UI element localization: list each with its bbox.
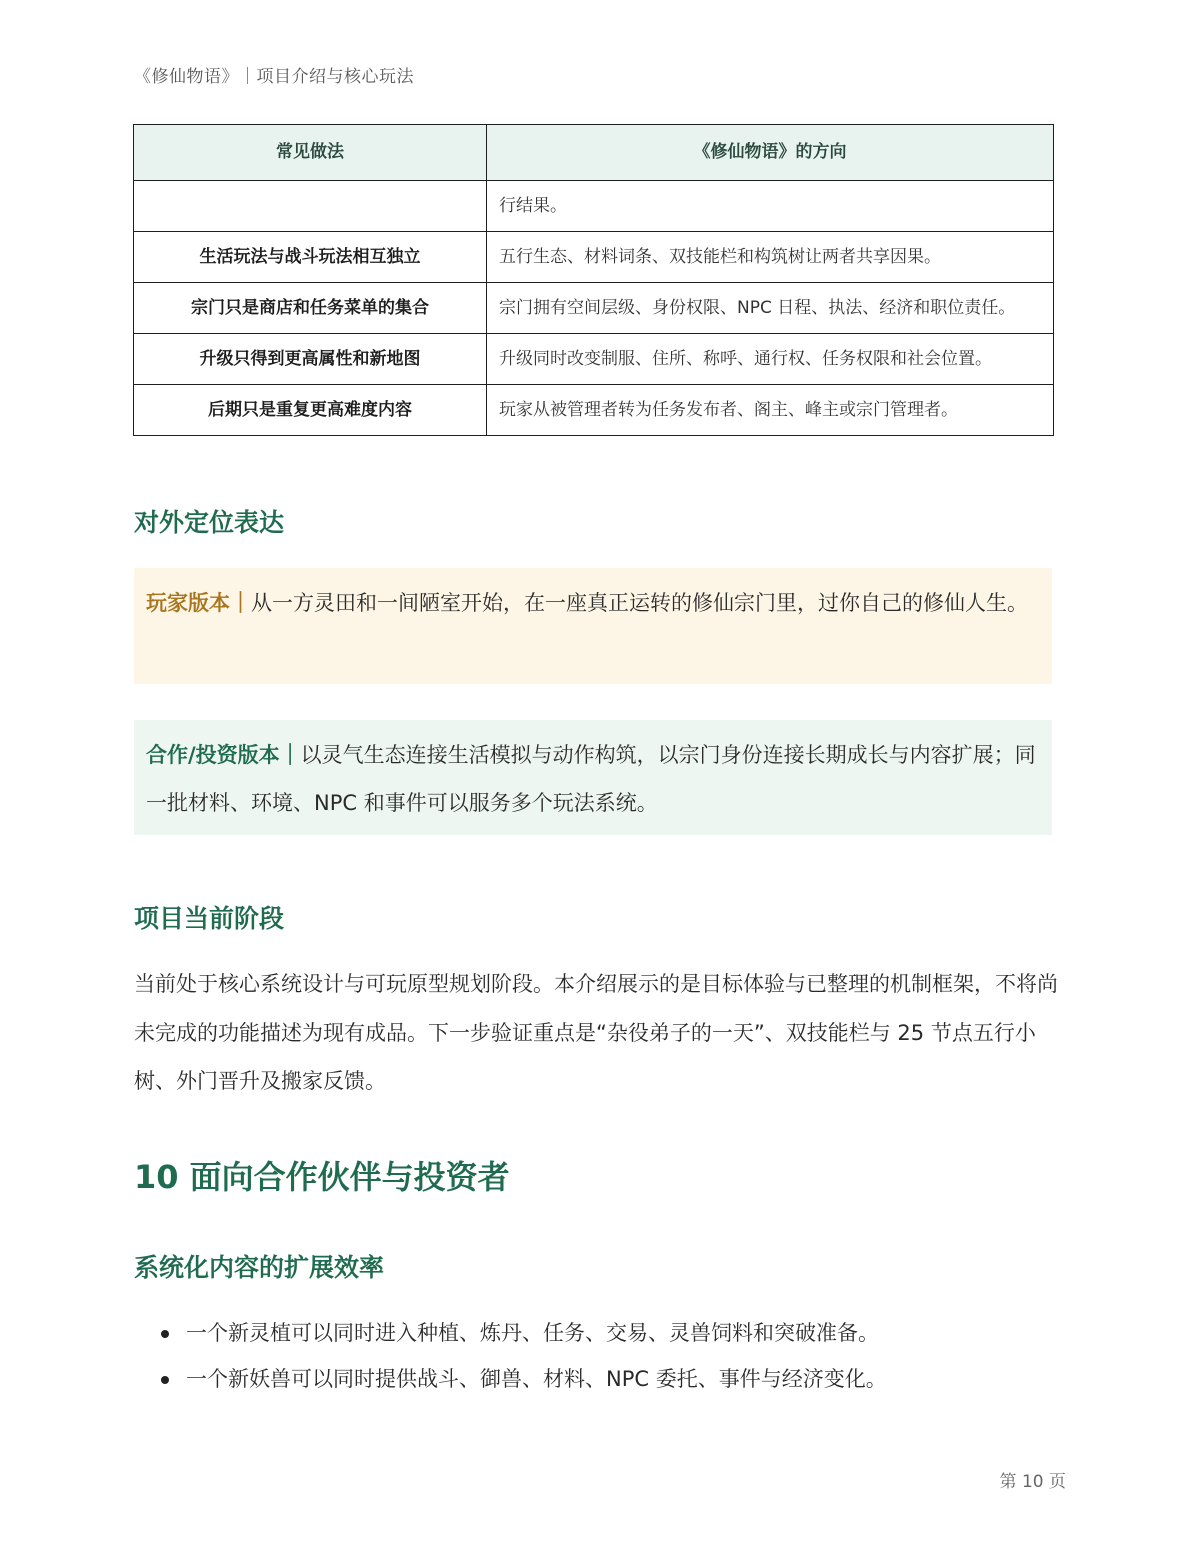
- table-row: [134, 334, 1054, 385]
- player-version-tag: 玩家版本｜: [146, 591, 251, 615]
- partner-version-text: 以灵气生态连接生活模拟与动作构筑，以宗门身份连接长期成长与内容扩展；同一批材料、环境、NPC 和事件可以服务多个玩法系统。: [146, 743, 1036, 815]
- table-cell-direction: 玩家从被管理者转为任务发布者、阁主、峰主或宗门管理者。: [487, 385, 1054, 436]
- column-header-direction: 《修仙物语》的方向: [487, 125, 1054, 181]
- table-cell-common: 升级只得到更高属性和新地图: [134, 334, 487, 385]
- comparison-table: [133, 124, 1054, 436]
- table-cell-common: [134, 181, 487, 232]
- partner-version-callout: [134, 720, 1052, 835]
- table-row: [134, 283, 1054, 334]
- stage-paragraph: 当前处于核心系统设计与可玩原型规划阶段。本介绍展示的是目标体验与已整理的机制框架，不将尚未完成的功能描述为现有成品。下一步验证重点是“杂役弟子的一天”、双技能栏与 25 节点五行小树、外门晋升及搬家反馈。: [134, 972, 1058, 1093]
- expansion-efficiency-heading: 系统化内容的扩展效率: [134, 1253, 385, 1282]
- bullet-dot-icon: [161, 1330, 169, 1338]
- partner-version-tag: 合作/投资版本｜: [146, 743, 301, 767]
- table-row: [134, 385, 1054, 436]
- list-item: [134, 1310, 887, 1356]
- column-header-common: 常见做法: [134, 125, 487, 181]
- list-item: [134, 1356, 887, 1402]
- list-item-text: 一个新妖兽可以同时提供战斗、御兽、材料、NPC 委托、事件与经济变化。: [186, 1367, 887, 1391]
- section-10-heading: 10 面向合作伙伴与投资者: [134, 1158, 510, 1196]
- page-number: 第 10 页: [999, 1472, 1066, 1492]
- table-cell-common: 宗门只是商店和任务菜单的集合: [134, 283, 487, 334]
- table-cell-common: 后期只是重复更高难度内容: [134, 385, 487, 436]
- positioning-heading: 对外定位表达: [134, 508, 285, 537]
- table-header-row: [134, 125, 1054, 181]
- expansion-bullet-list: [134, 1310, 887, 1402]
- stage-heading: 项目当前阶段: [134, 904, 285, 933]
- player-version-callout: [134, 568, 1052, 684]
- table-cell-direction: 宗门拥有空间层级、身份权限、NPC 日程、执法、经济和职位责任。: [487, 283, 1054, 334]
- table-row: [134, 181, 1054, 232]
- table-cell-common: 生活玩法与战斗玩法相互独立: [134, 232, 487, 283]
- table-cell-direction: 五行生态、材料词条、双技能栏和构筑树让两者共享因果。: [487, 232, 1054, 283]
- running-header: 《修仙物语》｜项目介绍与核心玩法: [134, 67, 414, 87]
- bullet-dot-icon: [161, 1376, 169, 1384]
- table-cell-direction: 行结果。: [487, 181, 1054, 232]
- table-row: [134, 232, 1054, 283]
- player-version-text: 从一方灵田和一间陋室开始，在一座真正运转的修仙宗门里，过你自己的修仙人生。: [251, 591, 1028, 615]
- table-cell-direction: 升级同时改变制服、住所、称呼、通行权、任务权限和社会位置。: [487, 334, 1054, 385]
- list-item-text: 一个新灵植可以同时进入种植、炼丹、任务、交易、灵兽饲料和突破准备。: [186, 1321, 879, 1345]
